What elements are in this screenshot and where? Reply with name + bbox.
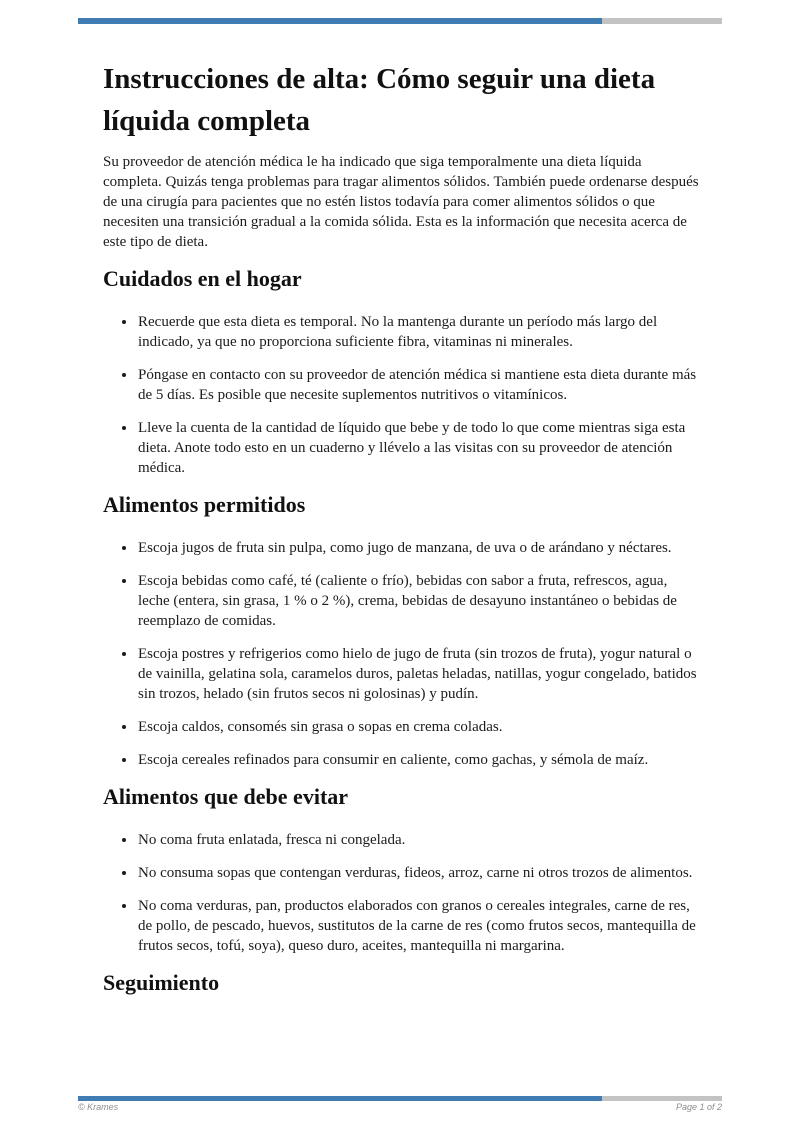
footer-copyright: © Krames bbox=[78, 1102, 119, 1112]
intro-paragraph: Su proveedor de atención médica le ha indicado que siga temporalmente una dieta líquida completa. Quizás tenga problemas para tragar alimentos sólidos. También puede ordenarse después de una cirugía para pacientes que no estén listos todavía para comer alimentos sólidos o que necesiten una transición gradual a la comida sólida. Esta es la información que necesita acerca de este tipo de dieta. bbox=[103, 154, 699, 250]
page-footer bbox=[78, 1101, 722, 1113]
header-rule-blue-segment bbox=[78, 18, 602, 24]
bullet-list bbox=[103, 538, 700, 770]
document-section bbox=[103, 783, 700, 956]
bullet-item: • No coma verduras, pan, productos elaborados con granos o cereales integrales, carne de res, de pollo, de pescado, huevos, sustitutos de la carne de res (como frutos secos, mantequilla de frutos secos, tofú, soya), queso duro, aceites, mantequilla ni margarina. bbox=[137, 896, 700, 956]
document-content bbox=[103, 58, 700, 997]
document-section bbox=[103, 265, 700, 478]
header-rule-bar bbox=[78, 18, 722, 24]
bullet-item: • Escoja jugos de fruta sin pulpa, como jugo de manzana, de uva o de arándano y néctares. bbox=[137, 538, 700, 558]
header-rule-gray-segment bbox=[602, 18, 722, 24]
section-heading: Seguimiento bbox=[103, 970, 220, 995]
bullet-item: • Escoja caldos, consomés sin grasa o sopas en crema coladas. bbox=[137, 717, 700, 737]
section-heading: Alimentos permitidos bbox=[103, 492, 306, 517]
section-heading: Alimentos que debe evitar bbox=[103, 784, 349, 809]
footer-page-number: Page 1 of 2 bbox=[675, 1102, 722, 1112]
bullet-item: • Lleve la cuenta de la cantidad de líquido que bebe y de todo lo que come mientras siga esta dieta. Anote todo esto en un cuaderno y llévelo a las visitas con su proveedor de atención médica. bbox=[137, 418, 700, 478]
bullet-list bbox=[103, 312, 700, 478]
section-heading: Cuidados en el hogar bbox=[103, 266, 302, 291]
document-section bbox=[103, 491, 700, 770]
bullet-item: • Escoja postres y refrigerios como hielo de jugo de fruta (sin trozos de fruta), yogur natural o de vainilla, gelatina sola, caramelos duros, paletas heladas, natillas, yogur congelado, batidos sin trozos, helado (sin frutos secos ni golosinas) y pudín. bbox=[137, 644, 700, 704]
sections-container bbox=[103, 265, 700, 997]
document-section bbox=[103, 969, 700, 997]
bullet-item: • No coma fruta enlatada, fresca ni congelada. bbox=[137, 830, 700, 850]
bullet-item: • Recuerde que esta dieta es temporal. No la mantenga durante un período más largo del indicado, ya que no proporciona suficiente fibra, vitaminas ni minerales. bbox=[137, 312, 700, 352]
bullet-item: • Escoja bebidas como café, té (caliente o frío), bebidas con sabor a fruta, refrescos, agua, leche (entera, sin grasa, 1 % o 2 %), crema, bebidas de desayuno instantáneo o bebidas de reemplazo de comidas. bbox=[137, 571, 700, 631]
bullet-list bbox=[103, 830, 700, 956]
bullet-item: • Póngase en contacto con su proveedor de atención médica si mantiene esta dieta durante más de 5 días. Es posible que necesite suplementos nutritivos o vitamínicos. bbox=[137, 365, 700, 405]
bullet-item: • Escoja cereales refinados para consumir en caliente, como gachas, y sémola de maíz. bbox=[137, 750, 700, 770]
bullet-item: • No consuma sopas que contengan verduras, fideos, arroz, carne ni otros trozos de alimentos. bbox=[137, 863, 700, 883]
page-title: Instrucciones de alta: Cómo seguir una dieta líquida completa bbox=[103, 63, 656, 137]
